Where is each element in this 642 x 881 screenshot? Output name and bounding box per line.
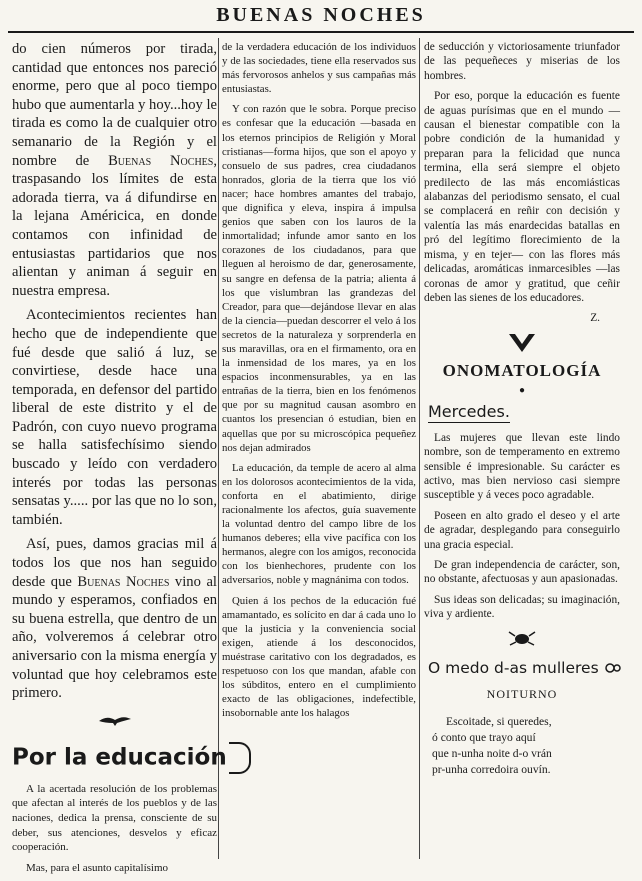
col3-paragraph-1: de seducción y victoriosamente triunfador de las pequeñeces y miserias de los hombres. bbox=[424, 41, 620, 82]
col1-paragraph-4: A la acertada resolución de los problemas que afectan al interés de los pueblos y de las naciones, dedica la prensa, consciente de su deber, sus atenciones, desvelos y eficaz cooperación. bbox=[12, 782, 217, 854]
col2-paragraph-4: Quien á los pechos de la educación fué amamantado, es solícito en dar á cada uno lo que la justicia y la conveniencia social exigen, atiende á los desconocidos, muéstrase caritativo con los degradados, es respetuoso con los que mandan, afable con los súbditos, entero en el cumplimiento exacto de las obligaciones, indefectible, insobornable ante los halagos bbox=[222, 594, 416, 720]
dot-ornament-icon: ● bbox=[518, 384, 526, 396]
section-heading-medo: O medo d-as mulleres bbox=[428, 659, 620, 677]
name-heading: Mercedes. bbox=[428, 401, 510, 421]
masthead bbox=[0, 0, 642, 34]
col1-paragraph-3: Así, pues, damos gracias mil á todos los que nos han seguido desde que Buenas Noches vino al mundo y esperamos, confiados en su buena estrella, que dentro de un año, volveremos á celebrar otro aniversario con la misma energía y voluntad que hoy celebramos este primero. bbox=[12, 536, 217, 702]
verse-line: que n-unha noite d-o vrán bbox=[432, 746, 552, 760]
masthead-rule bbox=[8, 31, 634, 33]
col1-paragraph-1: do cien números por tirada, cantidad que entonces nos pareció enorme, pero que al poco tiempo hubo que aumentarla y hoy...hoy le tirada es como la de cualquier otro semanario de la Región y el nombre de Buenas Noches, traspasando los límites de esta adorada tierra, va á difundirse en la lejana Américica, en donde contamos con infinidad de entusiastas partidarios que nos alientan y animan á seguir en nuestra empresa. bbox=[12, 41, 217, 299]
verse-line: ó conto que trayo aquí bbox=[432, 730, 536, 744]
signature: Z. bbox=[590, 312, 600, 325]
column-divider-1 bbox=[218, 38, 219, 859]
col2-paragraph-1: de la verdadera educación de los individuos y de las sociedades, tiene ella reservados sus más fervorosos anhelos y sus campañas más entusiastas. bbox=[222, 41, 416, 96]
col2-paragraph-2: Y con razón que le sobra. Porque preciso es confesar que la educación —basada en los eternos principios de Religión y Moral cristianas—forma hijos, que son el apoyo y consuelo de sus padres, crea ciudadanos honrados, gloria de la tierra que los vió nacer; hace hombres amantes del trabajo, que dignifica y eleva, inspira á impulsa genios que saben con los lauros de la inmortalidad; infunde amor santo en los corazones de los ciudadanos, para que lleguen al heroismo de dar, generosamente, su sangre en defensa de la patria; alienta á los que vislumbran las grandezas del Creador, para que—dejándose llevar en alas de la ciencia—puedan descorrer el velo á los secretos de la naturaleza y sorprenderla en sus maravillas, ora en el firmamento, ora en la inmensidad de los mares, ya en los espacios inconmensurables, ya en las entrañas de la tierra, bien en los fenómenos que por su magnitud causan asombro en cuantos los presencian ó estudian, bien en aquellas que por su microscópica pequeñez nos dejan admirados bbox=[222, 103, 416, 454]
col1-paragraph-2: Acontecimientos recientes han hecho que de independiente que fué desde que salió á luz, se convirtiese, desde hace una temporada, en defensor del partido liberal de este distrito y el de Padrón, con cuyo nuevo programa se halla satisfechísimo siendo buscado y leído con verdadero interés por todas las personas sensatas y..... por las que no lo son, también. bbox=[12, 307, 217, 528]
col3-paragraph-3: Las mujeres que llevan este lindo nombre, son de temperamento en extremo sensible é impresionable. Su carácter es activo, mas bien nervioso casi siempre susceptible y á veces poco agradable. bbox=[424, 431, 620, 502]
newspaper-name-inline: Buenas Noches bbox=[77, 573, 170, 590]
newspaper-title: BUENAS NOCHES bbox=[216, 4, 426, 26]
flourish-icon bbox=[604, 661, 622, 675]
poem-verse bbox=[432, 714, 620, 778]
beetle-ornament-icon bbox=[424, 630, 620, 651]
col3-paragraph-2: Por eso, porque la educación es fuente de aguas purísimas que en el mundo — causan el bienestar compatible con la pobre condición de la humanidad y preparan para la felicidad que nunca termina, ella será siempre el objeto predilecto de las más encomiásticas alabanzas del periodismo sensato, el cual se complacerá en reñir con decisión y valentía las más enardecidas batallas en pró del legítimo florecimiento de la misma, y en tejer— con las flores más delicadas, aromáticas inmarcesibles —las coronas de amor y gratitud, que ceñir deben las sienes de los educadores. bbox=[424, 90, 620, 304]
col1-paragraph-5: Mas, para el asunto capitalísimo bbox=[26, 861, 169, 874]
col3-paragraph-5: De gran independencia de carácter, son, no obstante, afectuosas y aun apasionadas. bbox=[424, 558, 620, 586]
section-heading-onomatologia: ONOMATOLOGÍA bbox=[442, 360, 602, 380]
column-right bbox=[424, 40, 620, 778]
poem-subheading: NOITURNO bbox=[486, 686, 558, 701]
col3-paragraph-4: Poseen en alto grado el deseo y el arte de agradar, desplegando para conseguirlo una gracia especial. bbox=[424, 509, 620, 551]
column-middle bbox=[222, 40, 416, 726]
verse-line: Escoitade, si queredes, bbox=[446, 714, 552, 728]
column-left bbox=[12, 40, 227, 881]
verse-line: pr-unha corredoira ouvín. bbox=[432, 762, 551, 776]
col2-paragraph-3: La educación, da temple de acero al alma en los dolorosos acontecimientos de la vida, conforta en el abatimiento, dirige racionalmente los afectos, guía suavemente la voluntad dentro del campo libre de los humanos deberes; ella vive pacífica con los hermanos, alegre con los amigos, reconocida con los bienhechores, prudente con los adversarios, noble y magnánima con todos. bbox=[222, 461, 416, 587]
newspaper-name-inline: Buenas Noches bbox=[108, 152, 214, 169]
bird-ornament-icon bbox=[12, 711, 217, 732]
chevron-ornament-icon bbox=[424, 332, 620, 359]
swash-ornament bbox=[229, 742, 251, 774]
column-divider-2 bbox=[419, 38, 420, 859]
col3-paragraph-6: Sus ideas son delicadas; su imaginación, viva y ardiente. bbox=[424, 593, 620, 621]
section-heading-education: Por la educación bbox=[12, 742, 217, 774]
